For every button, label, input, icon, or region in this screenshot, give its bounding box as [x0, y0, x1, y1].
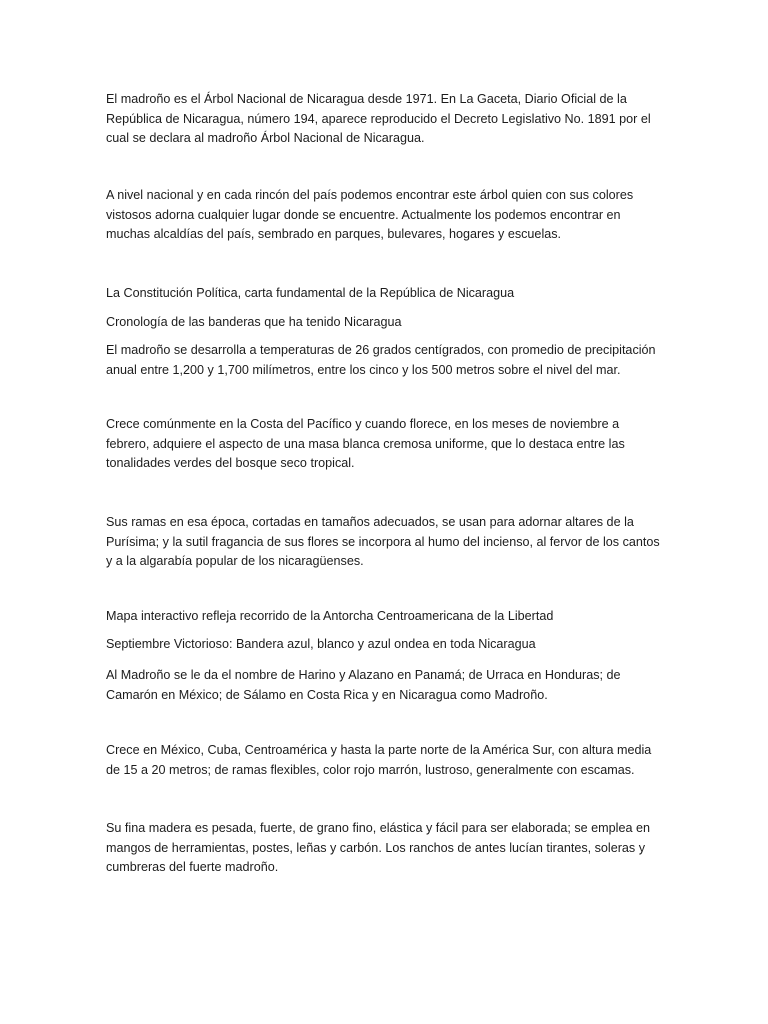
text-line: Su fina madera es pesada, fuerte, de grano fino, elástica y fácil para ser elaborada; se emplea en [106, 821, 650, 835]
paragraph-ramas-purisima [106, 513, 660, 572]
text-line: cumbreras del fuerte madroño. [106, 860, 279, 874]
paragraph-arbol-nacional [106, 90, 651, 149]
text-line: cual se declara al madroño Árbol Nacional de Nicaragua. [106, 131, 425, 145]
text-line: tonalidades verdes del bosque seco tropical. [106, 456, 355, 470]
paragraph-costa-pacifico [106, 415, 646, 474]
paragraph-temperaturas [106, 341, 656, 380]
text-line: anual entre 1,200 y 1,700 milímetros, entre los cinco y los 500 metros sobre el nivel del mar. [106, 362, 621, 377]
text-line: El madroño se desarrolla a temperaturas de 26 grados centígrados, con promedio de precipitación [106, 343, 656, 357]
text-line: Camarón en México; de Sálamo en Costa Rica y en Nicaragua como Madroño. [106, 687, 548, 702]
text-line: mangos de herramientas, postes, leñas y carbón. Los ranchos de antes lucían tirantes, soleras y [106, 840, 646, 855]
related-link-septiembre [106, 635, 646, 655]
text-line: Cronología de las banderas que ha tenido Nicaragua [106, 315, 402, 329]
text-line: febrero, adquiere el aspecto de una masa blanca cremosa uniforme, que lo destaca entre las [106, 436, 625, 451]
related-link-constitucion [106, 284, 646, 304]
text-line: Crece comúnmente en la Costa del Pacífico y cuando florece, en los meses de noviembre a [106, 417, 620, 431]
text-line: Al Madroño se le da el nombre de Harino y Alazano en Panamá; de Urraca en Honduras; de [106, 668, 621, 682]
text-line: Sus ramas en esa época, cortadas en tamaños adecuados, se usan para adornar altares de la [106, 515, 634, 529]
text-line: y a la algarabía popular de los nicaragüenses. [106, 554, 364, 568]
paragraph-nivel-nacional [106, 186, 646, 245]
related-link-antorcha [106, 607, 646, 627]
paragraph-madera [106, 819, 650, 878]
text-line: República de Nicaragua, número 194, aparece reproducido el Decreto Legislativo No. 1891 por el [106, 111, 651, 126]
paragraph-distribucion [106, 741, 652, 780]
text-line: de 15 a 20 metros; de ramas flexibles, color rojo marrón, lustroso, generalmente con escamas. [106, 762, 635, 777]
text-line: vistosos adorna cualquier lugar donde se encuentre. Actualmente los podemos encontrar en [106, 207, 621, 222]
text-line: muchas alcaldías del país, sembrado en parques, bulevares, hogares y escuelas. [106, 227, 562, 241]
related-link-banderas [106, 313, 646, 333]
text-line: Crece en México, Cuba, Centroamérica y hasta la parte norte de la América Sur, con altura media [106, 743, 652, 757]
text-line: Mapa interactivo refleja recorrido de la Antorcha Centroamericana de la Libertad [106, 609, 554, 623]
paragraph-nombres [106, 666, 646, 705]
text-line: A nivel nacional y en cada rincón del país podemos encontrar este árbol quien con sus colores [106, 188, 634, 202]
text-line: Septiembre Victorioso: Bandera azul, blanco y azul ondea en toda Nicaragua [106, 637, 536, 651]
text-line: La Constitución Política, carta fundamental de la República de Nicaragua [106, 286, 515, 300]
text-line: Purísima; y la sutil fragancia de sus flores se incorpora al humo del incienso, al fervor de los cantos [106, 534, 660, 549]
text-line: El madroño es el Árbol Nacional de Nicaragua desde 1971. En La Gaceta, Diario Oficial de la [106, 92, 627, 106]
